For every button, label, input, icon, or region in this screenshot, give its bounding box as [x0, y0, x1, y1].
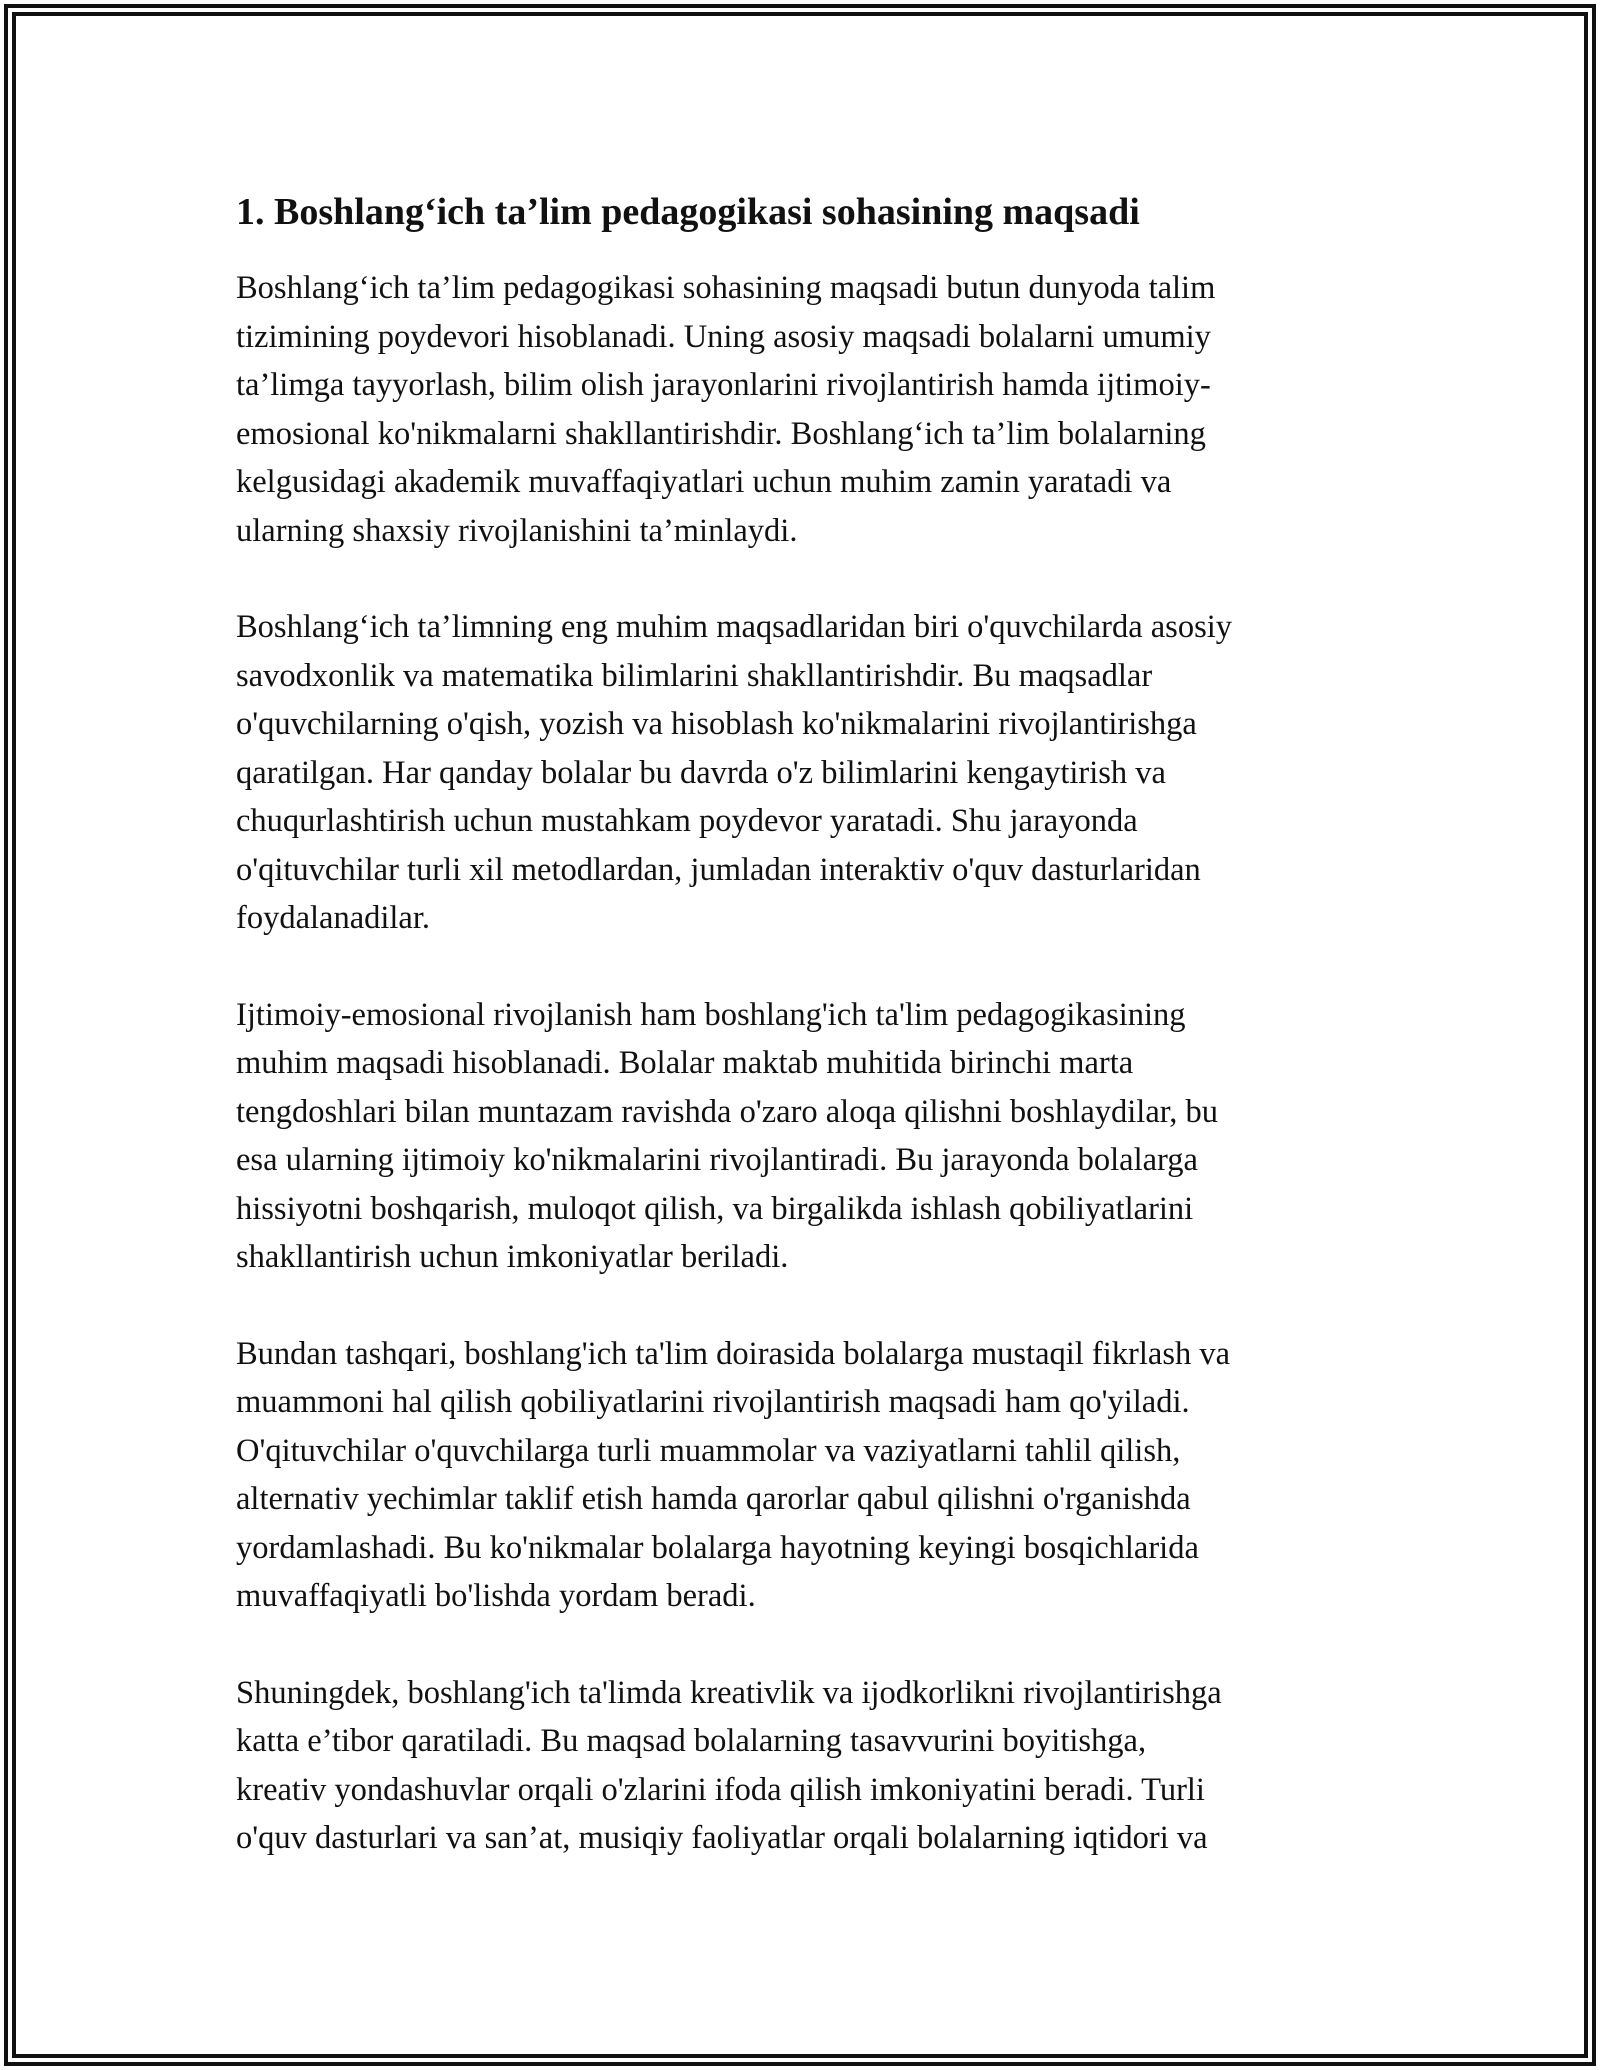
- text-line: yordamlashadi. Bu ko'nikmalar bolalarga hayotning keyingi bosqichlarida: [236, 1529, 1199, 1566]
- text-line: katta e’tibor qaratiladi. Bu maqsad bolalarning tasavvurini boyitishga,: [236, 1723, 1147, 1759]
- text-line: Bundan tashqari, boshlang'ich ta'lim doirasida bolalarga mustaqil fikrlash va: [236, 1335, 1231, 1372]
- paragraph-1: [236, 264, 1376, 555]
- text-line: muammoni hal qilish qobiliyatlarini rivojlantirish maqsadi ham qo'yiladi.: [236, 1384, 1190, 1420]
- paragraph-3: [236, 991, 1376, 1282]
- text-line: muvaffaqiyatli bo'lishda yordam beradi.: [236, 1578, 756, 1614]
- document-body: [236, 186, 1376, 1911]
- text-line: muhim maqsadi hisoblanadi. Bolalar maktab muhitida birinchi marta: [236, 1045, 1134, 1081]
- text-line: Shuningdek, boshlang'ich ta'limda kreativlik va ijodkorlikni rivojlantirishga: [236, 1674, 1222, 1711]
- text-line: Ijtimoiy-emosional rivojlanish ham boshlang'ich ta'lim pedagogikasining: [236, 996, 1186, 1033]
- text-line: alternativ yechimlar taklif etish hamda qarorlar qabul qilishni o'rganishda: [236, 1481, 1191, 1517]
- text-line: emosional ko'nikmalarni shakllantirishdir. Boshlang‘ich ta’lim bolalarning: [236, 415, 1206, 452]
- text-line: Boshlang‘ich ta’limning eng muhim maqsadlaridan biri o'quvchilarda asosiy: [236, 609, 1232, 645]
- text-line: hissiyotni boshqarish, muloqot qilish, va birgalikda ishlash qobiliyatlarini: [236, 1190, 1194, 1227]
- section-heading: 1. Boshlang‘ich ta’lim pedagogikasi sohasining maqsadi: [236, 191, 1140, 233]
- text-line: Boshlang‘ich ta’lim pedagogikasi sohasining maqsadi butun dunyoda talim: [236, 270, 1216, 306]
- paragraph-5: [236, 1669, 1376, 1863]
- text-line: o'quv dasturlari va san’at, musiqiy faoliyatlar orqali bolalarning iqtidori va: [236, 1820, 1208, 1856]
- text-line: foydalanadilar.: [236, 900, 431, 936]
- text-line: kreativ yondashuvlar orqali o'zlarini ifoda qilish imkoniyatini beradi. Turli: [236, 1771, 1205, 1808]
- text-line: esa ularning ijtimoiy ko'nikmalarini rivojlantiradi. Bu jarayonda bolalarga: [236, 1142, 1198, 1178]
- text-line: tizimining poydevori hisoblanadi. Uning asosiy maqsadi bolalarni umumiy: [236, 318, 1211, 355]
- text-line: O'qituvchilar o'quvchilarga turli muammolar va vaziyatlarni tahlil qilish,: [236, 1432, 1181, 1469]
- text-line: chuqurlashtirish uchun mustahkam poydevor yaratadi. Shu jarayonda: [236, 803, 1138, 839]
- paragraph-4: [236, 1330, 1376, 1621]
- text-line: o'qituvchilar turli xil metodlardan, jumladan interaktiv o'quv dasturlaridan: [236, 851, 1201, 888]
- text-line: savodxonlik va matematika bilimlarini shakllantirishdir. Bu maqsadlar: [236, 657, 1153, 694]
- text-line: o'quvchilarning o'qish, yozish va hisoblash ko'nikmalarini rivojlantirishga: [236, 706, 1197, 742]
- text-line: kelgusidagi akademik muvaffaqiyatlari uchun muhim zamin yaratadi va: [236, 464, 1172, 500]
- text-line: ta’limga tayyorlash, bilim olish jarayonlarini rivojlantirish hamda ijtimoiy-: [236, 367, 1211, 403]
- text-line: qaratilgan. Har qanday bolalar bu davrda o'z bilimlarini kengaytirish va: [236, 754, 1166, 791]
- text-line: ularning shaxsiy rivojlanishini ta’minlaydi.: [236, 512, 798, 549]
- text-line: shakllantirish uchun imkoniyatlar beriladi.: [236, 1239, 789, 1275]
- paragraph-2: [236, 603, 1376, 943]
- text-line: tengdoshlari bilan muntazam ravishda o'zaro aloqa qilishni boshlaydilar, bu: [236, 1093, 1219, 1130]
